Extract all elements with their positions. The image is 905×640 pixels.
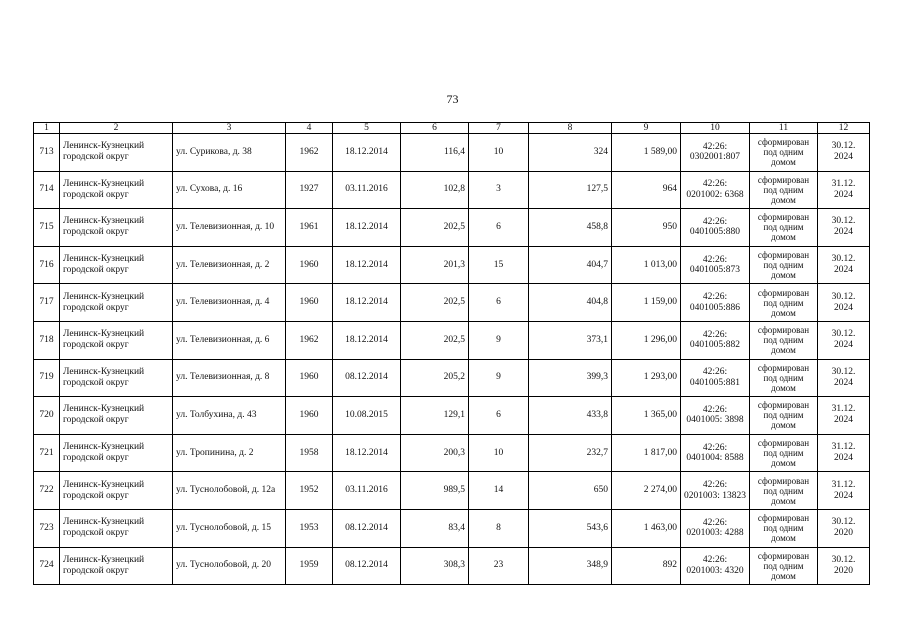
year-built-cell: 1961 (286, 209, 333, 247)
land-status-cell: сформирован под одним домом (750, 509, 818, 547)
area-cell: 202,5 (401, 209, 469, 247)
deadline-cell: 30.12. 2024 (818, 134, 870, 172)
area-cell: 116,4 (401, 134, 469, 172)
address-cell: ул. Туснолобовой, д. 20 (173, 547, 286, 585)
column-8-cell: 650 (529, 472, 612, 510)
column-8-cell: 543,6 (529, 509, 612, 547)
land-status-cell: сформирован под одним домом (750, 134, 818, 172)
column-9-cell: 964 (612, 171, 681, 209)
table-row (34, 134, 870, 172)
date-cell: 08.12.2014 (333, 359, 401, 397)
column-9-cell: 1 817,00 (612, 434, 681, 472)
column-8-cell: 127,5 (529, 171, 612, 209)
table-row (34, 246, 870, 284)
column-number-header-row (34, 123, 870, 134)
date-cell: 18.12.2014 (333, 246, 401, 284)
date-cell: 18.12.2014 (333, 134, 401, 172)
row-number-cell: 718 (34, 321, 60, 359)
date-cell: 10.08.2015 (333, 397, 401, 435)
year-built-cell: 1960 (286, 246, 333, 284)
column-7-cell: 15 (469, 246, 529, 284)
date-cell: 08.12.2014 (333, 509, 401, 547)
land-status-cell: сформирован под одним домом (750, 397, 818, 435)
area-cell: 202,5 (401, 321, 469, 359)
column-header-5: 5 (333, 123, 401, 134)
deadline-cell: 30.12. 2024 (818, 321, 870, 359)
column-8-cell: 404,8 (529, 284, 612, 322)
deadline-cell: 30.12. 2024 (818, 209, 870, 247)
land-status-cell: сформирован под одним домом (750, 246, 818, 284)
column-8-cell: 373,1 (529, 321, 612, 359)
municipality-cell: Ленинск-Кузнецкий городской округ (60, 547, 173, 585)
area-cell: 200,3 (401, 434, 469, 472)
year-built-cell: 1953 (286, 509, 333, 547)
column-9-cell: 892 (612, 547, 681, 585)
column-7-cell: 23 (469, 547, 529, 585)
municipality-cell: Ленинск-Кузнецкий городской округ (60, 397, 173, 435)
year-built-cell: 1960 (286, 359, 333, 397)
column-8-cell: 399,3 (529, 359, 612, 397)
municipality-cell: Ленинск-Кузнецкий городской округ (60, 246, 173, 284)
date-cell: 03.11.2016 (333, 171, 401, 209)
table-row (34, 209, 870, 247)
cadastral-number-cell: 42:26: 0401005:882 (681, 321, 750, 359)
table-row (34, 359, 870, 397)
table-row (34, 434, 870, 472)
column-header-12: 12 (818, 123, 870, 134)
cadastral-number-cell: 42:26: 0302001:807 (681, 134, 750, 172)
table-row (34, 397, 870, 435)
address-cell: ул. Телевизионная, д. 2 (173, 246, 286, 284)
housing-registry-table (33, 122, 870, 585)
column-header-1: 1 (34, 123, 60, 134)
column-7-cell: 6 (469, 209, 529, 247)
column-7-cell: 6 (469, 397, 529, 435)
deadline-cell: 30.12. 2020 (818, 509, 870, 547)
address-cell: ул. Толбухина, д. 43 (173, 397, 286, 435)
table-body (34, 134, 870, 585)
area-cell: 202,5 (401, 284, 469, 322)
area-cell: 83,4 (401, 509, 469, 547)
row-number-cell: 721 (34, 434, 60, 472)
column-8-cell: 232,7 (529, 434, 612, 472)
address-cell: ул. Телевизионная, д. 8 (173, 359, 286, 397)
land-status-cell: сформирован под одним домом (750, 547, 818, 585)
column-7-cell: 3 (469, 171, 529, 209)
municipality-cell: Ленинск-Кузнецкий городской округ (60, 209, 173, 247)
municipality-cell: Ленинск-Кузнецкий городской округ (60, 472, 173, 510)
cadastral-number-cell: 42:26: 0401005:873 (681, 246, 750, 284)
deadline-cell: 30.12. 2020 (818, 547, 870, 585)
column-8-cell: 348,9 (529, 547, 612, 585)
municipality-cell: Ленинск-Кузнецкий городской округ (60, 171, 173, 209)
year-built-cell: 1962 (286, 321, 333, 359)
year-built-cell: 1958 (286, 434, 333, 472)
area-cell: 205,2 (401, 359, 469, 397)
date-cell: 18.12.2014 (333, 209, 401, 247)
column-7-cell: 9 (469, 321, 529, 359)
area-cell: 201,3 (401, 246, 469, 284)
address-cell: ул. Сурикова, д. 38 (173, 134, 286, 172)
cadastral-number-cell: 42:26: 0201003: 4288 (681, 509, 750, 547)
year-built-cell: 1960 (286, 284, 333, 322)
column-9-cell: 1 159,00 (612, 284, 681, 322)
column-header-4: 4 (286, 123, 333, 134)
column-7-cell: 6 (469, 284, 529, 322)
land-status-cell: сформирован под одним домом (750, 472, 818, 510)
date-cell: 18.12.2014 (333, 434, 401, 472)
column-9-cell: 950 (612, 209, 681, 247)
municipality-cell: Ленинск-Кузнецкий городской округ (60, 359, 173, 397)
land-status-cell: сформирован под одним домом (750, 209, 818, 247)
cadastral-number-cell: 42:26: 0201003: 4320 (681, 547, 750, 585)
year-built-cell: 1959 (286, 547, 333, 585)
column-9-cell: 2 274,00 (612, 472, 681, 510)
row-number-cell: 723 (34, 509, 60, 547)
address-cell: ул. Тропинина, д. 2 (173, 434, 286, 472)
table-row (34, 547, 870, 585)
table-row (34, 321, 870, 359)
land-status-cell: сформирован под одним домом (750, 171, 818, 209)
area-cell: 308,3 (401, 547, 469, 585)
column-7-cell: 14 (469, 472, 529, 510)
deadline-cell: 30.12. 2024 (818, 284, 870, 322)
cadastral-number-cell: 42:26: 0201003: 13823 (681, 472, 750, 510)
area-cell: 129,1 (401, 397, 469, 435)
row-number-cell: 720 (34, 397, 60, 435)
date-cell: 18.12.2014 (333, 284, 401, 322)
address-cell: ул. Туснолобовой, д. 12а (173, 472, 286, 510)
date-cell: 18.12.2014 (333, 321, 401, 359)
land-status-cell: сформирован под одним домом (750, 359, 818, 397)
cadastral-number-cell: 42:26: 0401005:886 (681, 284, 750, 322)
column-7-cell: 9 (469, 359, 529, 397)
table-row (34, 284, 870, 322)
land-status-cell: сформирован под одним домом (750, 321, 818, 359)
column-9-cell: 1 463,00 (612, 509, 681, 547)
row-number-cell: 716 (34, 246, 60, 284)
address-cell: ул. Телевизионная, д. 6 (173, 321, 286, 359)
column-9-cell: 1 589,00 (612, 134, 681, 172)
column-9-cell: 1 365,00 (612, 397, 681, 435)
column-7-cell: 10 (469, 434, 529, 472)
column-header-7: 7 (469, 123, 529, 134)
deadline-cell: 30.12. 2024 (818, 359, 870, 397)
column-8-cell: 433,8 (529, 397, 612, 435)
area-cell: 102,8 (401, 171, 469, 209)
cadastral-number-cell: 42:26: 0401005: 3898 (681, 397, 750, 435)
year-built-cell: 1962 (286, 134, 333, 172)
column-header-8: 8 (529, 123, 612, 134)
row-number-cell: 714 (34, 171, 60, 209)
row-number-cell: 722 (34, 472, 60, 510)
municipality-cell: Ленинск-Кузнецкий городской округ (60, 434, 173, 472)
column-header-9: 9 (612, 123, 681, 134)
cadastral-number-cell: 42:26: 0401004: 8588 (681, 434, 750, 472)
year-built-cell: 1927 (286, 171, 333, 209)
row-number-cell: 719 (34, 359, 60, 397)
row-number-cell: 724 (34, 547, 60, 585)
land-status-cell: сформирован под одним домом (750, 284, 818, 322)
area-cell: 989,5 (401, 472, 469, 510)
column-9-cell: 1 296,00 (612, 321, 681, 359)
municipality-cell: Ленинск-Кузнецкий городской округ (60, 134, 173, 172)
table-row (34, 509, 870, 547)
table-row (34, 472, 870, 510)
column-header-10: 10 (681, 123, 750, 134)
address-cell: ул. Туснолобовой, д. 15 (173, 509, 286, 547)
date-cell: 08.12.2014 (333, 547, 401, 585)
address-cell: ул. Телевизионная, д. 10 (173, 209, 286, 247)
cadastral-number-cell: 42:26: 0401005:880 (681, 209, 750, 247)
row-number-cell: 717 (34, 284, 60, 322)
column-7-cell: 8 (469, 509, 529, 547)
cadastral-number-cell: 42:26: 0201002: 6368 (681, 171, 750, 209)
deadline-cell: 31.12. 2024 (818, 171, 870, 209)
municipality-cell: Ленинск-Кузнецкий городской округ (60, 321, 173, 359)
column-header-11: 11 (750, 123, 818, 134)
municipality-cell: Ленинск-Кузнецкий городской округ (60, 509, 173, 547)
address-cell: ул. Телевизионная, д. 4 (173, 284, 286, 322)
deadline-cell: 31.12. 2024 (818, 434, 870, 472)
column-7-cell: 10 (469, 134, 529, 172)
year-built-cell: 1960 (286, 397, 333, 435)
column-9-cell: 1 013,00 (612, 246, 681, 284)
column-8-cell: 404,7 (529, 246, 612, 284)
column-8-cell: 324 (529, 134, 612, 172)
row-number-cell: 715 (34, 209, 60, 247)
column-header-6: 6 (401, 123, 469, 134)
cadastral-number-cell: 42:26: 0401005:881 (681, 359, 750, 397)
row-number-cell: 713 (34, 134, 60, 172)
column-9-cell: 1 293,00 (612, 359, 681, 397)
year-built-cell: 1952 (286, 472, 333, 510)
municipality-cell: Ленинск-Кузнецкий городской округ (60, 284, 173, 322)
address-cell: ул. Сухова, д. 16 (173, 171, 286, 209)
page-number: 73 (446, 92, 459, 106)
deadline-cell: 30.12. 2024 (818, 246, 870, 284)
column-8-cell: 458,8 (529, 209, 612, 247)
deadline-cell: 31.12. 2024 (818, 472, 870, 510)
land-status-cell: сформирован под одним домом (750, 434, 818, 472)
column-header-3: 3 (173, 123, 286, 134)
table-row (34, 171, 870, 209)
date-cell: 03.11.2016 (333, 472, 401, 510)
column-header-2: 2 (60, 123, 173, 134)
deadline-cell: 31.12. 2024 (818, 397, 870, 435)
